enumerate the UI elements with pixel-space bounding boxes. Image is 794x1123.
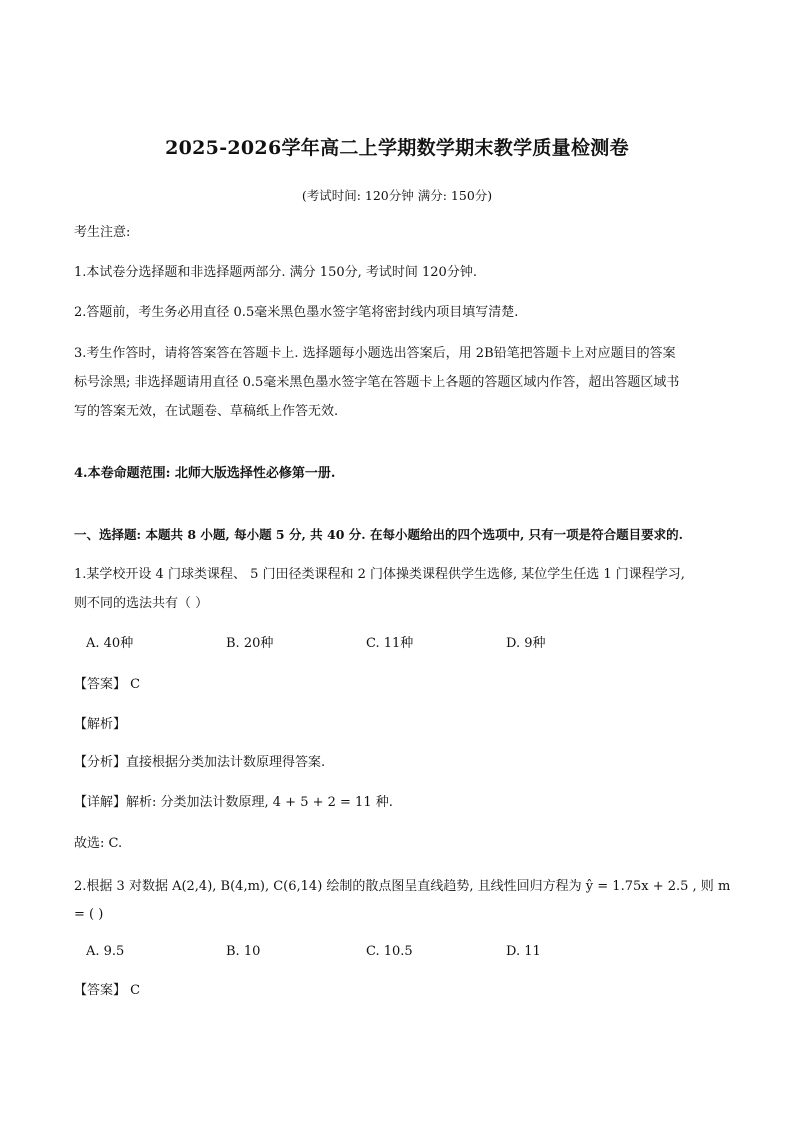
notice-item-3-line-2: 标号涂黑; 非选择题请用直径 0.5毫米黑色墨水签字笔在答题卡上各题的答题区域内作答，超出答题区域书 (74, 375, 680, 390)
q1-option-b: B. 20种 (226, 636, 274, 651)
exam-subtitle: (考试时间: 120分钟 满分: 150分) (301, 188, 493, 203)
q2-option-c: C. 10.5 (366, 944, 413, 959)
notice-item-2: 2.答题前，考生务必用直径 0.5毫米黑色墨水签字笔将密封线内项目填写清楚. (74, 305, 519, 320)
q2-answer: 【答案】 C (74, 983, 141, 998)
q1-option-a: A. 40种 (86, 636, 134, 651)
q1-stem-line-1: 1.某学校开设 4 门球类课程、 5 门田径类课程和 2 门体操类课程供学生选修, 某位学生任选 1 门课程学习, (74, 567, 685, 582)
q2-option-d: D. 11 (506, 944, 541, 959)
section-1-heading: 一、选择题: 本题共 8 小题, 每小题 5 分, 共 40 分. 在每小题给出的四个选项中, 只有一项是符合题目要求的. (74, 527, 684, 542)
q2-option-b: B. 10 (226, 944, 261, 959)
q1-choice: 故选: C. (74, 836, 123, 851)
notice-item-4: 4.本卷命题范围: 北师大版选择性必修第一册. (74, 466, 336, 481)
q2-stem-line-1: 2.根据 3 对数据 A(2,4), B(4,m), C(6,14) 绘制的散点图呈直线趋势, 且线性回归方程为 ŷ = 1.75x + 2.5 , 则 m (74, 879, 731, 894)
q1-analysis-label: 【解析】 (74, 717, 127, 732)
exam-title: 2025-2026学年高二上学期数学期末教学质量检测卷 (165, 137, 629, 159)
q1-option-c: C. 11种 (366, 636, 414, 651)
q1-fenxi: 【分析】直接根据分类加法计数原理得答案. (74, 755, 326, 770)
q1-stem-line-2: 则不同的选法共有（ ） (74, 596, 209, 611)
notice-heading: 考生注意: (74, 225, 131, 240)
notice-item-3-line-1: 3.考生作答时，请将答案答在答题卡上. 选择题每小题选出答案后，用 2B铅笔把答题卡上对应题目的答案 (74, 346, 676, 361)
q1-option-d: D. 9种 (506, 636, 546, 651)
q1-xiangjie: 【详解】解析: 分类加法计数原理, 4 + 5 + 2 = 11 种. (74, 795, 393, 810)
q1-answer: 【答案】 C (74, 677, 141, 692)
q2-stem-line-2: = ( ) (74, 907, 104, 922)
q2-option-a: A. 9.5 (86, 944, 125, 959)
notice-item-1: 1.本试卷分选择题和非选择题两部分. 满分 150分, 考试时间 120分钟. (74, 265, 477, 280)
notice-item-3-line-3: 写的答案无效，在试题卷、草稿纸上作答无效. (74, 404, 339, 419)
